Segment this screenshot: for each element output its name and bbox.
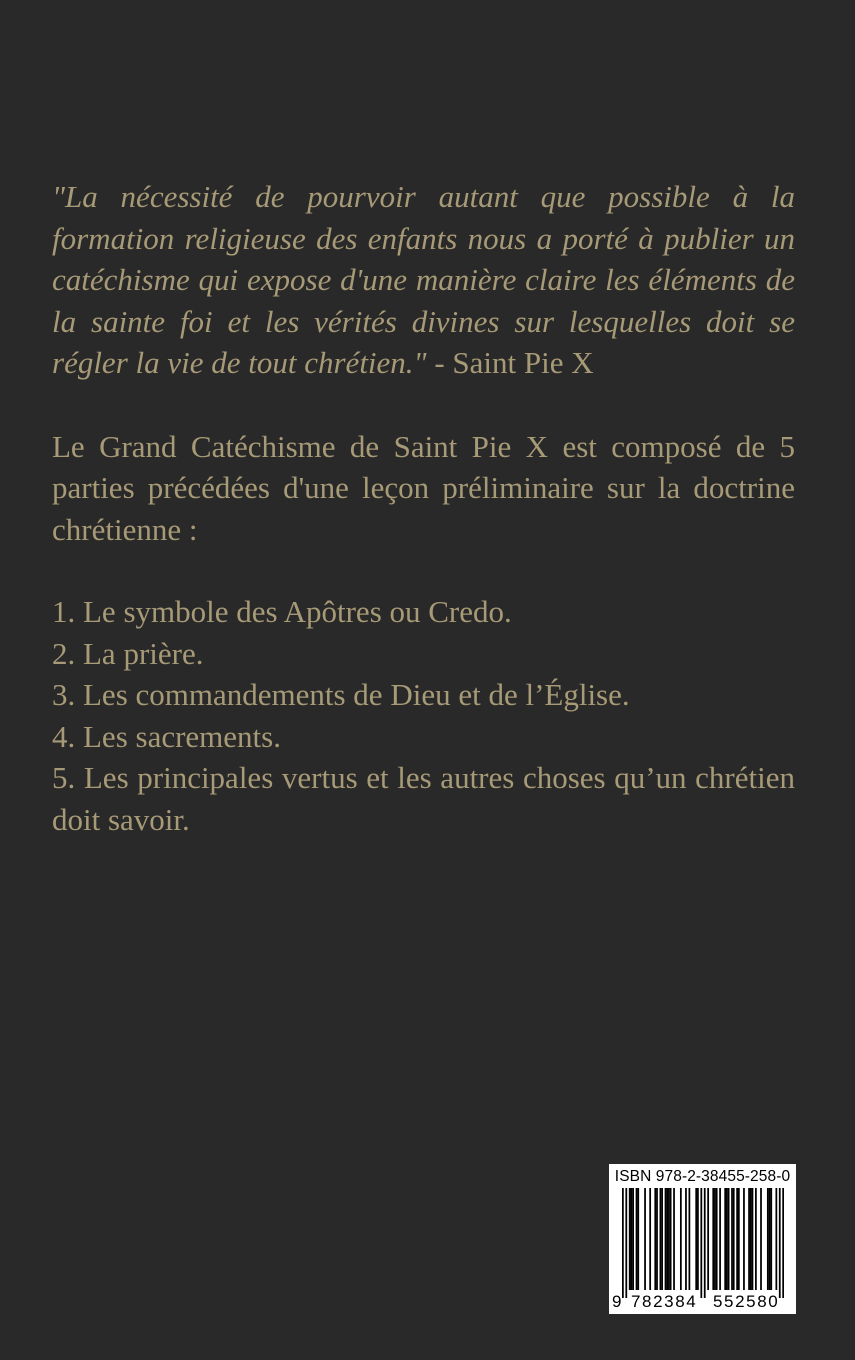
list-item: 3. Les commandements de Dieu et de l’Église. [52, 677, 630, 712]
barcode-bar [731, 1188, 733, 1290]
barcode-bar [668, 1188, 670, 1290]
barcode-bar [719, 1188, 721, 1290]
barcode-bar [743, 1188, 745, 1290]
quote-attribution: - Saint Pie X [426, 345, 594, 380]
barcode-bar [666, 1188, 668, 1290]
barcode-bar [779, 1188, 781, 1298]
barcode-bar [748, 1188, 750, 1290]
barcode-bar [622, 1188, 624, 1298]
barcode-bar [770, 1188, 772, 1290]
barcode-bar [707, 1188, 709, 1290]
barcode-bar [636, 1188, 638, 1290]
barcode-bar [695, 1188, 697, 1290]
barcode-bar [644, 1188, 646, 1290]
barcode-bar [733, 1188, 735, 1290]
barcode-digit-first: 9 [612, 1292, 622, 1311]
barcode-bar [665, 1188, 667, 1290]
barcode-bar [656, 1188, 658, 1290]
parts-list [52, 591, 795, 840]
barcode-bar [629, 1188, 631, 1290]
list-item: 4. Les sacrements. [52, 718, 281, 754]
barcode-bar [736, 1188, 738, 1290]
barcode-bar [632, 1188, 634, 1290]
barcode-bar [660, 1188, 662, 1290]
barcode-bar [775, 1188, 777, 1290]
barcode-bar [704, 1188, 706, 1298]
quote-text: "La nécessité de pourvoir autant que possible à la formation religieuse des enfants nous a porté à publier un catéchisme qui expose d'une manière claire les éléments de la sainte foi et les vérités divines sur lesquelles doit se régler la vie de tout chrétien." [52, 179, 795, 380]
barcode-bar [760, 1188, 762, 1290]
barcode-digits-left: 782384 [631, 1292, 698, 1311]
barcode-bar [752, 1188, 754, 1290]
list-item: 2. La prière. [52, 635, 204, 671]
barcode-bar [712, 1188, 714, 1290]
barcode-bar [625, 1188, 627, 1298]
barcode-bar [726, 1188, 728, 1290]
barcode-bar [637, 1188, 639, 1290]
isbn-barcode [609, 1164, 796, 1314]
barcode-bar [724, 1188, 726, 1290]
barcode-bars [622, 1188, 784, 1298]
barcode-bar [755, 1188, 757, 1290]
barcode-bar [728, 1188, 730, 1290]
barcode-digits-right: 552580 [713, 1292, 780, 1311]
intro-paragraph: Le Grand Catéchisme de Saint Pie X est composé de 5 parties précédées d'une leçon préliminaire sur la doctrine chrétienne : [52, 428, 795, 547]
barcode-digits [609, 1292, 796, 1312]
barcode-bar [680, 1188, 682, 1290]
barcode-bar [738, 1188, 740, 1290]
barcode-bar [649, 1188, 651, 1290]
barcode-bar [654, 1188, 656, 1290]
barcode-bar [631, 1188, 633, 1290]
barcode-bar [697, 1188, 699, 1290]
barcode-bar [782, 1188, 784, 1298]
barcode-bar [661, 1188, 663, 1290]
barcode-bar [700, 1188, 702, 1298]
barcode-bar [750, 1188, 752, 1290]
barcode-bar [716, 1188, 718, 1290]
barcode-bar [769, 1188, 771, 1290]
barcode-bar [673, 1188, 675, 1290]
back-cover-text [52, 176, 795, 840]
quote-paragraph [52, 176, 795, 384]
list-item: 5. Les principales vertus et les autres choses qu’un chrétien doit savoir. [52, 760, 795, 837]
barcode-bar [714, 1188, 716, 1290]
list-item: 1. Le symbole des Apôtres ou Credo. [52, 594, 512, 629]
barcode-bar [689, 1188, 691, 1290]
barcode-bar [767, 1188, 769, 1290]
barcode-bar [685, 1188, 687, 1290]
isbn-label: ISBN 978-2-38455-258-0 [614, 1168, 791, 1185]
barcode-bar [670, 1188, 672, 1290]
